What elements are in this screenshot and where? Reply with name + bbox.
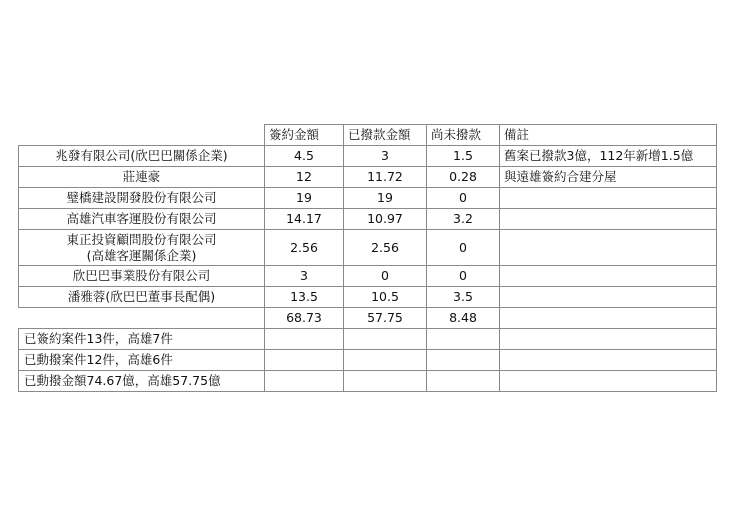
cell-totals-unpaid-amount: 8.48 — [427, 308, 500, 329]
cell-sign-amount: 13.5 — [265, 287, 344, 308]
cell-remark: 舊案已撥款3億，112年新增1.5億 — [500, 146, 717, 167]
cell-company-name: 高雄汽車客運股份有限公司 — [19, 209, 265, 230]
header-cell-unpaid-amount: 尚未撥款 — [427, 125, 500, 146]
summary-cell-blank — [344, 329, 427, 350]
cell-paid-amount: 0 — [344, 266, 427, 287]
cell-sign-amount: 3 — [265, 266, 344, 287]
cell-remark — [500, 209, 717, 230]
header-cell-blank — [19, 125, 265, 146]
summary-label-disbursed-amount: 已動撥金額74.67億，高雄57.75億 — [19, 371, 265, 392]
cell-remark — [500, 266, 717, 287]
cell-paid-amount: 11.72 — [344, 167, 427, 188]
cell-sign-amount: 2.56 — [265, 230, 344, 266]
summary-label-contracts: 已簽約案件13件，高雄7件 — [19, 329, 265, 350]
summary-cell-blank — [500, 371, 717, 392]
cell-unpaid-amount: 0.28 — [427, 167, 500, 188]
table-row — [19, 266, 717, 287]
cell-unpaid-amount: 0 — [427, 230, 500, 266]
summary-row — [19, 329, 717, 350]
summary-cell-blank — [427, 350, 500, 371]
cell-company-name: 莊連豪 — [19, 167, 265, 188]
cell-totals-paid-amount: 57.75 — [344, 308, 427, 329]
header-cell-paid-amount: 已撥款金額 — [344, 125, 427, 146]
cell-unpaid-amount: 0 — [427, 188, 500, 209]
cell-paid-amount: 19 — [344, 188, 427, 209]
cell-company-name: 璧橋建設開發股份有限公司 — [19, 188, 265, 209]
table-header-row — [19, 125, 717, 146]
summary-label-disbursed-cases: 已動撥案件12件，高雄6件 — [19, 350, 265, 371]
table-row — [19, 146, 717, 167]
cell-paid-amount: 10.97 — [344, 209, 427, 230]
cell-remark — [500, 287, 717, 308]
funding-table — [18, 124, 717, 392]
cell-unpaid-amount: 1.5 — [427, 146, 500, 167]
header-cell-sign-amount: 簽約金額 — [265, 125, 344, 146]
summary-cell-blank — [344, 371, 427, 392]
cell-remark: 與遠雄簽約合建分屋 — [500, 167, 717, 188]
cell-company-name-line1: 東正投資顧問股份有限公司 — [66, 232, 217, 247]
cell-company-name: 欣巴巴事業股份有限公司 — [19, 266, 265, 287]
cell-paid-amount: 3 — [344, 146, 427, 167]
cell-company-name: 兆發有限公司(欣巴巴關係企業) — [19, 146, 265, 167]
header-cell-remark: 備註 — [500, 125, 717, 146]
cell-sign-amount: 4.5 — [265, 146, 344, 167]
cell-totals-label — [19, 308, 265, 329]
summary-cell-blank — [427, 371, 500, 392]
summary-cell-blank — [344, 350, 427, 371]
summary-cell-blank — [500, 350, 717, 371]
table-row — [19, 209, 717, 230]
cell-totals-remark — [500, 308, 717, 329]
cell-company-name-line2: (高雄客運關係企業) — [86, 247, 197, 263]
table-row — [19, 167, 717, 188]
cell-paid-amount: 2.56 — [344, 230, 427, 266]
cell-totals-sign-amount: 68.73 — [265, 308, 344, 329]
cell-unpaid-amount: 3.5 — [427, 287, 500, 308]
summary-row — [19, 371, 717, 392]
table-row — [19, 230, 717, 266]
table-row — [19, 287, 717, 308]
cell-remark — [500, 230, 717, 266]
summary-row — [19, 350, 717, 371]
cell-sign-amount: 12 — [265, 167, 344, 188]
cell-company-name: 潘雅蓉(欣巴巴董事長配偶) — [19, 287, 265, 308]
summary-cell-blank — [427, 329, 500, 350]
cell-company-name — [19, 230, 265, 266]
summary-cell-blank — [265, 329, 344, 350]
spreadsheet-table-container — [18, 124, 732, 392]
summary-cell-blank — [500, 329, 717, 350]
cell-sign-amount: 19 — [265, 188, 344, 209]
summary-cell-blank — [265, 371, 344, 392]
summary-cell-blank — [265, 350, 344, 371]
table-row — [19, 188, 717, 209]
cell-sign-amount: 14.17 — [265, 209, 344, 230]
cell-unpaid-amount: 0 — [427, 266, 500, 287]
cell-unpaid-amount: 3.2 — [427, 209, 500, 230]
cell-paid-amount: 10.5 — [344, 287, 427, 308]
cell-remark — [500, 188, 717, 209]
table-totals-row — [19, 308, 717, 329]
